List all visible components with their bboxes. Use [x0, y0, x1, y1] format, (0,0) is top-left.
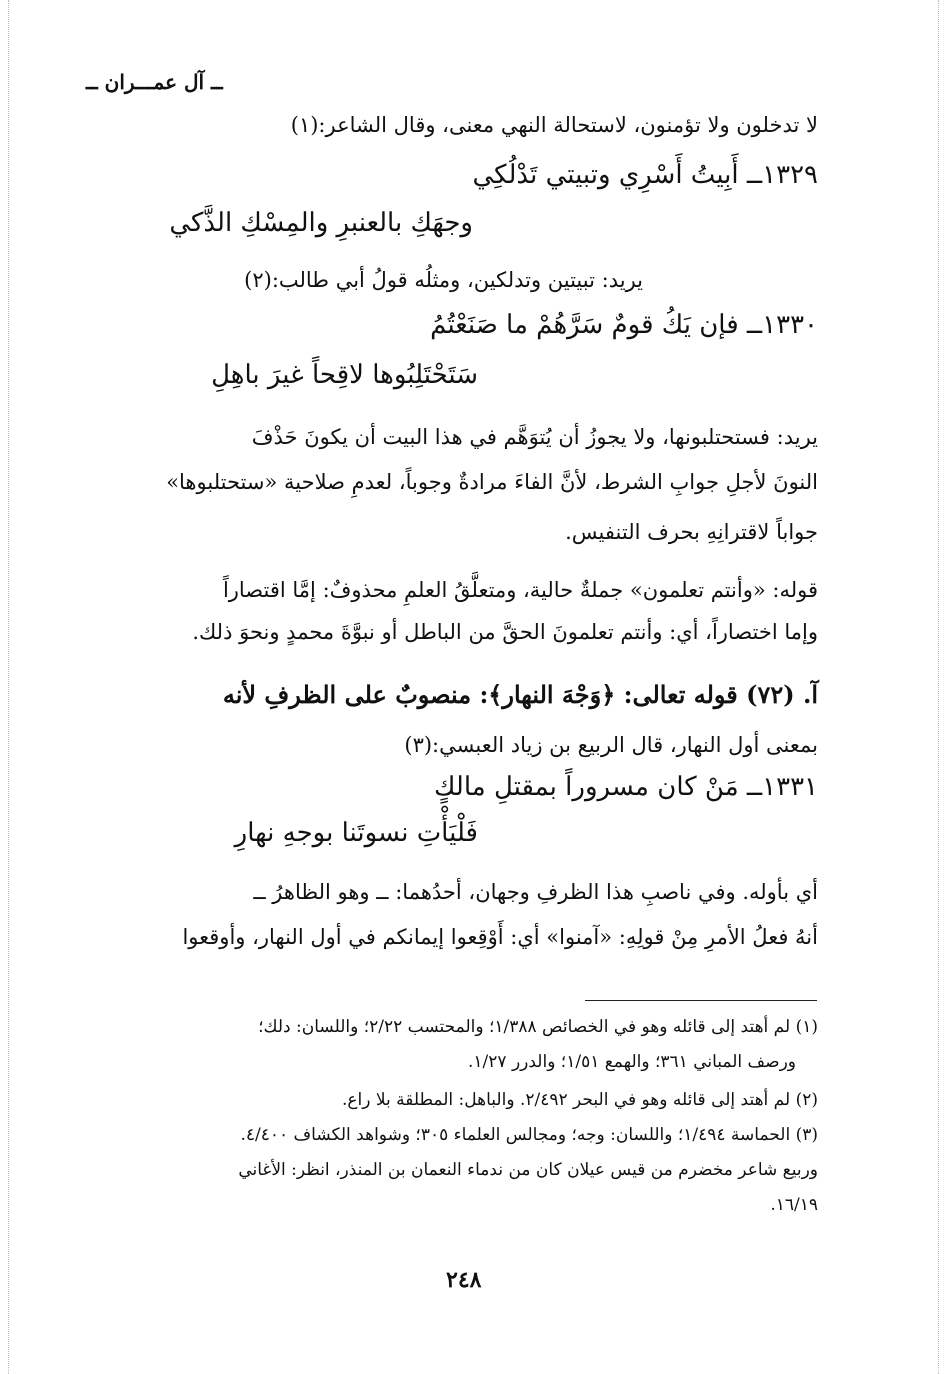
page-number: ٢٤٨ — [446, 1267, 482, 1293]
paragraph-3-line-1: آ. (٧٢) قوله تعالى: ﴿وَجْهَ النهار﴾: منصوبٌ على الظرفِ لأنه — [222, 680, 818, 709]
paragraph-1-line-2: النونَ لأجلِ جوابِ الشرط، لأنَّ الفاءَ مرادةٌ وجوباً، لعدمِ صلاحية «ستحتلبوها» — [166, 470, 818, 494]
footnote-1-line-2: ورصف المباني ٣٦١؛ والهمع ١/٥١؛ والدرر ١/٢٧. — [468, 1052, 796, 1072]
verse-1329-first-hemistich: ١٣٢٩ــ أَبِيتُ أَسْرِي وتبيتي تَدْلُكِي — [472, 160, 818, 190]
footnote-3-line-3: ١٦/١٩. — [770, 1195, 818, 1215]
verse-1329-second-hemistich: وجهَكِ بالعنبرِ والمِسْكِ الذَّكي — [169, 208, 473, 238]
paragraph-4-line-1: أي بأوله. وفي ناصبِ هذا الظرفِ وجهان، أحدُهما: ــ وهو الظاهرُ ــ — [253, 880, 818, 904]
right-dotted-margin — [938, 0, 939, 1374]
body-line-1: لا تدخلون ولا تؤمنون، لاستحالة النهي معنى، وقال الشاعر:(١) — [290, 113, 818, 137]
paragraph-2-line-2: وإما اختصاراً، أي: وأنتم تعلمونَ الحقَّ من الباطل أو نبوَّةَ محمدٍ ونحوَ ذلك. — [192, 620, 818, 644]
footnote-separator — [585, 1000, 817, 1001]
verse-1330-second-hemistich: سَتَحْتَلِبُوها لاقِحاً غيرَ باهِلِ — [211, 360, 478, 390]
paragraph-2-line-1: قوله: «وأنتم تعلمون» جملةٌ حالية، ومتعلَّقُ العلمِ محذوفٌ: إمَّا اقتصاراً — [222, 578, 818, 602]
running-header: ــ آل عمـــران ــ — [86, 70, 223, 94]
footnote-3-line-1: (٣) الحماسة ١/٤٩٤؛ واللسان: وجه؛ ومجالس العلماء ٣٠٥؛ وشواهد الكشاف ٤/٤٠٠. — [240, 1125, 818, 1145]
body-line-2: يريد: تبيتين وتدلكين، ومثلُه قولُ أبي طالب:(٢) — [244, 268, 643, 292]
paragraph-3-line-2: بمعنى أول النهار، قال الربيع بن زياد العبسي:(٣) — [404, 733, 818, 757]
footnote-1-line-1: (١) لم أهتد إلى قائله وهو في الخصائص ١/٣٨٨؛ والمحتسب ٢/٢٢؛ واللسان: دلك؛ — [258, 1017, 818, 1037]
paragraph-1-line-3: جواباً لاقترانِهِ بحرف التنفيس. — [565, 520, 818, 544]
footnote-2: (٢) لم أهتد إلى قائله وهو في البحر ٢/٤٩٢. والباهل: المطلقة بلا راع. — [341, 1090, 818, 1110]
paragraph-1-line-1: يريد: فستحتلبونها، ولا يجوزُ أن يُتوَهَّم في هذا البيت أن يكونَ حَذْفَ — [251, 425, 818, 449]
paragraph-4-line-2: أنهُ فعلُ الأمرِ مِنْ قولِهِ: «آمنوا» أي: أَوْقِعوا إيمانكم في أول النهار، وأوقعوا — [182, 925, 818, 949]
left-dotted-margin — [8, 0, 9, 1374]
verse-1331-second-hemistich: فَلْيَأْتِ نسوتَنا بوجهِ نهارِ — [234, 818, 478, 848]
verse-1331-first-hemistich: ١٣٣١ــ مَنْ كان مسروراً بمقتلِ مالكٍ — [434, 772, 818, 802]
footnote-3-line-2: وربيع شاعر مخضرم من قيس عيلان كان من ندماء النعمان بن المنذر، انظر: الأغاني — [238, 1160, 818, 1180]
verse-1330-first-hemistich: ١٣٣٠ــ فإن يَكُ قومٌ سَرَّهُمْ ما صَنَعْتُمُ — [430, 310, 818, 340]
